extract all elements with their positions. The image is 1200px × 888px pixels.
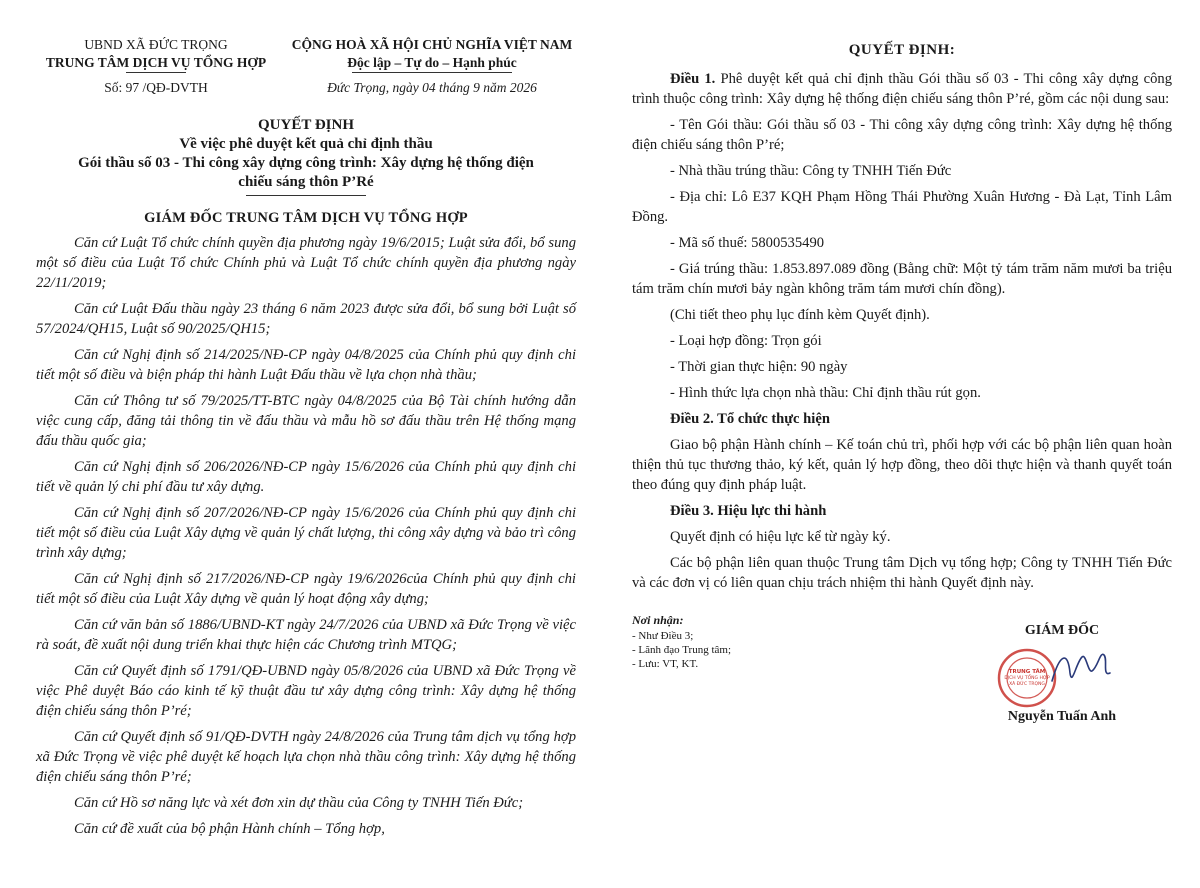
right-column — [632, 30, 1172, 753]
decision-body — [632, 69, 1172, 593]
document-footer — [632, 613, 1172, 753]
basis-item: Căn cứ Nghị định số 217/2026/NĐ-CP ngày 19/6/2026của Chính phủ quy định chi tiết một số điều của Luật Xây dựng về quản lý hoạt động xây dựng; — [36, 571, 576, 607]
nation-title: CỘNG HOÀ XÃ HỘI CHỦ NGHĨA VIỆT NAM — [291, 37, 573, 52]
signature-block — [962, 613, 1162, 725]
national-block — [282, 36, 582, 97]
document-title — [36, 116, 576, 196]
issuer-underline — [126, 72, 186, 73]
article-2-label: Điều 2. Tổ chức thực hiện — [670, 411, 830, 427]
motto: Độc lập – Tự do – Hạnh phúc — [347, 55, 517, 70]
document-number: Số: 97 /QĐ-DVTH — [104, 80, 208, 95]
title-line-2: Về việc phê duyệt kết quả chỉ định thầu — [179, 136, 433, 152]
document-header — [36, 30, 576, 100]
title-line-4: chiếu sáng thôn P’Ré — [238, 174, 374, 190]
basis-item: Căn cứ Luật Đấu thầu ngày 23 tháng 6 năm 2023 được sửa đổi, bổ sung bởi Luật số 57/2024/QH15, Luật số 90/2025/QH15; — [36, 301, 576, 337]
decision-heading: QUYẾT ĐỊNH: — [848, 42, 956, 58]
signature-icon — [1046, 643, 1116, 693]
title-line-3: Gói thầu số 03 - Thi công xây dựng công trình: Xây dựng hệ thống điện — [78, 155, 534, 171]
article-1-item: - Giá trúng thầu: 1.853.897.089 đồng (Bằng chữ: Một tỷ tám trăm năm mươi ba triệu tám trăm chín mươi bảy ngàn không trăm tám mươi chín đồng). — [632, 261, 1172, 297]
issuer-parent: UBND XÃ ĐỨC TRỌNG — [84, 37, 228, 52]
article-1 — [632, 69, 1172, 109]
left-column — [36, 30, 576, 845]
basis-item: Căn cứ Thông tư số 79/2025/TT-BTC ngày 04/8/2025 của Bộ Tài chính hướng dẫn việc cung cấp, đăng tải thông tin về đấu thầu và mẫu hồ sơ đấu thầu trên Hệ thống mạng đấu thầu quốc gia; — [36, 393, 576, 449]
recipients-block — [632, 613, 892, 671]
issuer-block — [36, 36, 276, 97]
article-3-text-2: Các bộ phận liên quan thuộc Trung tâm Dịch vụ tổng hợp; Công ty TNHH Tiến Đức và các đơn vị có liên quan chịu trách nhiệm thi hành Quyết định này. — [632, 555, 1172, 591]
signer-name: Nguyễn Tuấn Anh — [1007, 709, 1117, 724]
legal-basis — [36, 233, 576, 839]
svg-text:TRUNG TÂM: TRUNG TÂM — [1008, 669, 1046, 675]
basis-item: Căn cứ Nghị định số 206/2026/NĐ-CP ngày 15/6/2026 của Chính phủ quy định chi tiết về quản lý chi phí đầu tư xây dựng. — [36, 459, 576, 495]
issuer-name: TRUNG TÂM DỊCH VỤ TỔNG HỢP — [45, 55, 267, 70]
article-1-item: - Mã số thuế: 5800535490 — [670, 235, 825, 251]
basis-item: Căn cứ Hồ sơ năng lực và xét đơn xin dự thầu của Công ty TNHH Tiến Đức; — [74, 795, 524, 811]
handwritten-signature — [1046, 643, 1116, 693]
title-line-1: QUYẾT ĐỊNH — [258, 117, 354, 133]
basis-item: Căn cứ văn bản số 1886/UBND-KT ngày 24/7/2026 của UBND xã Đức Trọng về việc rà soát, đề xuất nội dung triển khai thực hiện các Chương trình MTQG; — [36, 617, 576, 653]
article-1-item: - Tên Gói thầu: Gói thầu số 03 - Thi công xây dựng công trình: Xây dựng hệ thống điện chiếu sáng thôn P’ré; — [632, 117, 1172, 153]
director-heading: GIÁM ĐỐC TRUNG TÂM DỊCH VỤ TỔNG HỢP — [144, 210, 468, 226]
recipient-item: - Lãnh đạo Trung tâm; — [632, 644, 731, 656]
article-2-text: Giao bộ phận Hành chính – Kế toán chủ trì, phối hợp với các bộ phận liên quan hoàn thiện thủ tục thương thảo, ký kết, quản lý hợp đồng, theo dõi thực hiện và thanh quyết toán theo đúng quy định pháp luật. — [632, 437, 1172, 493]
article-1-item: - Hình thức lựa chọn nhà thầu: Chỉ định thầu rút gọn. — [670, 385, 981, 401]
article-1-item: - Nhà thầu trúng thầu: Công ty TNHH Tiến Đức — [670, 163, 952, 179]
article-1-item: - Loại hợp đồng: Trọn gói — [670, 333, 822, 349]
place-date: Đức Trọng, ngày 04 tháng 9 năm 2026 — [327, 80, 537, 95]
article-3-text-1: Quyết định có hiệu lực kể từ ngày ký. — [670, 529, 891, 545]
title-underline — [246, 195, 366, 196]
recipient-item: - Như Điều 3; — [632, 630, 694, 642]
article-1-item: - Thời gian thực hiện: 90 ngày — [670, 359, 848, 375]
article-1-item: - Địa chỉ: Lô E37 KQH Phạm Hồng Thái Phường Xuân Hương - Đà Lạt, Tỉnh Lâm Đồng. — [632, 189, 1172, 225]
basis-item: Căn cứ Quyết định số 91/QĐ-DVTH ngày 24/8/2026 của Trung tâm dịch vụ tổng hợp xã Đức Trọng về việc phê duyệt kế hoạch lựa chọn nhà thầu công trình: Xây dựng hệ thống điện chiếu sáng thôn P’ré; — [36, 729, 576, 785]
basis-item: Căn cứ Quyết định số 1791/QĐ-UBND ngày 05/8/2026 của UBND xã Đức Trọng về việc Phê duyệt Báo cáo kinh tế kỹ thuật đầu tư xây dựng công trình: Xây dựng hệ thống điện chiếu sáng thôn P’ré; — [36, 663, 576, 719]
svg-text:DỊCH VỤ TỔNG HỢP: DỊCH VỤ TỔNG HỢP — [1004, 676, 1050, 681]
article-3-label: Điều 3. Hiệu lực thi hành — [670, 503, 827, 519]
article-1-intro: Phê duyệt kết quả chỉ định thầu Gói thầu số 03 - Thi công xây dựng công trình thuộc công trình: Xây dựng hệ thống điện chiếu sáng thôn P’ré, gồm các nội dung sau: — [632, 71, 1173, 107]
recipients-label: Nơi nhận: — [632, 613, 684, 627]
basis-item: Căn cứ Nghị định số 207/2026/NĐ-CP ngày 15/6/2026 của Chính phủ quy định chi tiết một số điều của Luật Xây dựng về quản lý chất lượng, thi công xây dựng và bảo trì công trình xây dựng; — [36, 505, 576, 561]
svg-text:XÃ ĐỨC TRỌNG: XÃ ĐỨC TRỌNG — [1009, 682, 1045, 687]
article-1-item: (Chi tiết theo phụ lục đính kèm Quyết định). — [670, 307, 930, 323]
article-1-label: Điều 1. — [670, 71, 716, 87]
signer-title: GIÁM ĐỐC — [1024, 623, 1100, 638]
motto-underline — [352, 72, 512, 73]
recipient-item: - Lưu: VT, KT. — [632, 658, 699, 670]
basis-item: Căn cứ đề xuất của bộ phận Hành chính – Tổng hợp, — [74, 821, 385, 837]
basis-item: Căn cứ Luật Tổ chức chính quyền địa phương ngày 19/6/2015; Luật sửa đổi, bổ sung một số điều của Luật Tổ chức Chính phủ và Luật Tổ chức chính quyền địa phương ngày 22/11/2019; — [36, 235, 576, 291]
basis-item: Căn cứ Nghị định số 214/2025/NĐ-CP ngày 04/8/2025 của Chính phủ quy định chi tiết một số điều và biện pháp thi hành Luật Đấu thầu về lựa chọn nhà thầu; — [36, 347, 576, 383]
